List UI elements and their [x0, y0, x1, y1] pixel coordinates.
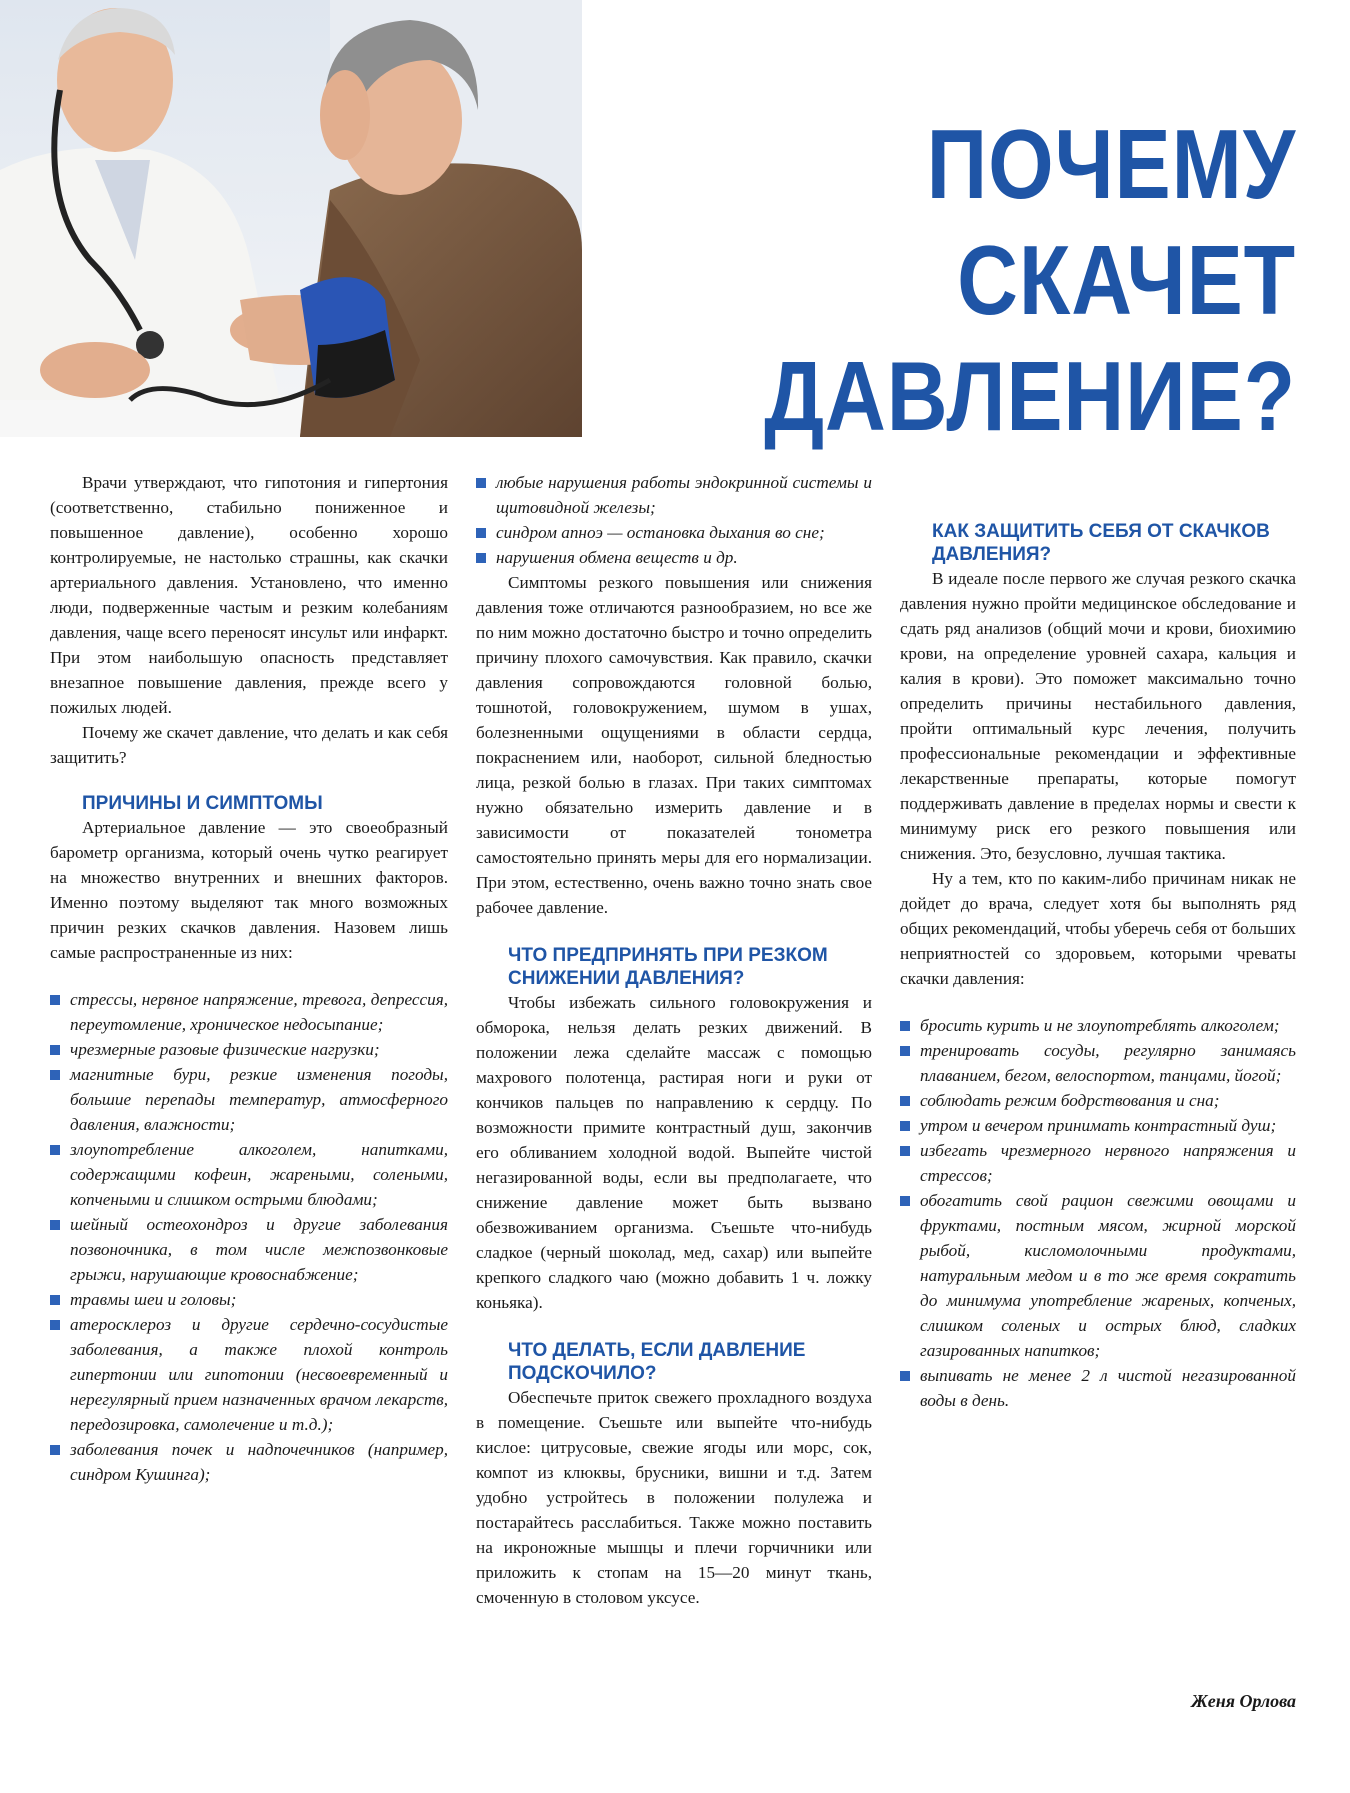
- symptoms-paragraph: Симптомы резкого повышения или снижения давления тоже отличаются разнообразием, но все же по ним можно достаточно быстро и точно определить причину плохого самочувствия. Как правило, скачки давления сопровождаются головной болью, тошнотой, головокружением, шумом в ушах, болезненными ощущениями в области сердца, покраснением или, наоборот, сильной бледностью лица, резкой болью в глазах. При таких симптомах нужно обязательно измерить давление и в зависимости от показателей тонометра самостоятельно принять меры для его нормализации. При этом, естественно, очень важно точно знать свое рабочее давление.: [476, 573, 872, 917]
- bullet-square-icon: [476, 553, 486, 563]
- column-2: [476, 470, 872, 1610]
- list-item: любые нарушения работы эндокринной системы и щитовидной железы;: [476, 470, 872, 520]
- column-3: [900, 520, 1296, 1413]
- bullet-square-icon: [900, 1146, 910, 1156]
- bullet-square-icon: [900, 1096, 910, 1106]
- headline-line-2: ДАВЛЕНИЕ?: [764, 341, 1296, 451]
- list-item: синдром апноэ — остановка дыхания во сне;: [476, 520, 872, 545]
- bullet-square-icon: [50, 1445, 60, 1455]
- author-signature: Женя Орлова: [1191, 1691, 1296, 1711]
- headline-line-1: ПОЧЕМУ СКАЧЕТ: [926, 109, 1296, 335]
- list-item: бросить курить и не злоупотреблять алкоголем;: [900, 1013, 1296, 1038]
- list-item: травмы шеи и головы;: [50, 1287, 448, 1312]
- bullet-square-icon: [50, 995, 60, 1005]
- protect-heading: КАК ЗАЩИТИТЬ СЕБЯ ОТ СКАЧКОВ ДАВЛЕНИЯ?: [932, 521, 1270, 565]
- list-item: утром и вечером принимать контрастный душ;: [900, 1113, 1296, 1138]
- bullet-square-icon: [50, 1045, 60, 1055]
- bullet-square-icon: [50, 1295, 60, 1305]
- list-item: злоупотребление алкоголем, напитками, содержащими кофеин, жареными, солеными, копчеными и слишком острыми блюдами;: [50, 1137, 448, 1212]
- list-item: избегать чрезмерного нервного напряжения и стрессов;: [900, 1138, 1296, 1188]
- list-item: магнитные бури, резкие изменения погоды, большие перепады температур, атмосферного давления, влажности;: [50, 1062, 448, 1137]
- low-pressure-paragraph: Чтобы избежать сильного головокружения и обморока, нельзя делать резких движений. В положении лежа сделайте массаж с помощью махрового полотенца, растирая ноги и руки от кончиков пальцев по направлению к сердцу. По возможности примите контрастный душ, закончив его обливанием холодной водой. Выпейте чистой негазированной воды, если вы предполагаете, что снижение давление может быть вызвано обезвоживанием организма. Съешьте что-нибудь сладкое (черный шоколад, мед, сахар) или выпейте крепкого сладкого чаю (можно добавить 1 ч. ложку коньяка).: [476, 993, 872, 1312]
- list-item: тренировать сосуды, регулярно занимаясь плаванием, бегом, велоспортом, танцами, йогой;: [900, 1038, 1296, 1088]
- bullet-square-icon: [50, 1220, 60, 1230]
- bullet-square-icon: [900, 1046, 910, 1056]
- list-item: нарушения обмена веществ и др.: [476, 545, 872, 570]
- causes-heading: ПРИЧИНЫ И СИМПТОМЫ: [82, 793, 323, 814]
- list-item: чрезмерные разовые физические нагрузки;: [50, 1037, 448, 1062]
- bullet-square-icon: [50, 1070, 60, 1080]
- bullet-square-icon: [900, 1121, 910, 1131]
- bullet-square-icon: [900, 1371, 910, 1381]
- intro-paragraph: Врачи утверждают, что гипотония и гипертония (соответственно, стабильно пониженное и повышенное давление), особенно хорошо контролируемые, не настолько страшны, как скачки артериального давления. Установлено, что именно люди, подверженные частым и резким колебаниям давления, чаще всего переносят инсульт или инфаркт. При этом наибольшую опасность представляет внезапное повышение давления, прежде всего у пожилых людей.: [50, 473, 448, 717]
- high-pressure-paragraph: Обеспечьте приток свежего прохладного воздуха в помещение. Съешьте или выпейте что-нибудь кислое: цитрусовые, свежие ягоды или морс, сок, компот из клюквы, брусники, вишни и т.д. Затем удобно устройтесь в положении полулежа и постарайтесь расслабиться. Также можно поставить на икроножные мышцы и плечи горчичники или приложить к стопам на 15—20 минут ткань, смоченную в столовом уксусе.: [476, 1388, 872, 1607]
- bullet-square-icon: [900, 1021, 910, 1031]
- protect-list: [900, 1013, 1296, 1413]
- low-pressure-heading: ЧТО ПРЕДПРИНЯТЬ ПРИ РЕЗКОМ СНИЖЕНИИ ДАВЛЕНИЯ?: [508, 945, 828, 989]
- intro-question: Почему же скачет давление, что делать и как себя защитить?: [50, 723, 448, 767]
- bullet-square-icon: [476, 528, 486, 538]
- causes-list: [50, 987, 448, 1487]
- bullet-square-icon: [50, 1320, 60, 1330]
- list-item: выпивать не менее 2 л чистой негазированной воды в день.: [900, 1363, 1296, 1413]
- list-item: соблюдать режим бодрствования и сна;: [900, 1088, 1296, 1113]
- protect-paragraph-2: Ну а тем, кто по каким-либо причинам никак не дойдет до врача, следует хотя бы выполнять ряд общих рекомендаций, чтобы уберечь себя от больших неприятностей со здоровьем, которыми чреваты скачки давления:: [900, 869, 1296, 988]
- list-item: заболевания почек и надпочечников (например, синдром Кушинга);: [50, 1437, 448, 1487]
- list-item: стрессы, нервное напряжение, тревога, депрессия, переутомление, хроническое недосыпание;: [50, 987, 448, 1037]
- causes-paragraph: Артериальное давление — это своеобразный барометр организма, который очень чутко реагирует на множество внутренних и внешних факторов. Именно поэтому выделяют так много возможных причин резких скачков давления. Назовем лишь самые распространенные из них:: [50, 818, 448, 962]
- bullet-square-icon: [900, 1196, 910, 1206]
- list-item: шейный остеохондроз и другие заболевания позвоночника, в том числе межпозвонковые грыжи, нарушающие кровоснабжение;: [50, 1212, 448, 1287]
- protect-paragraph-1: В идеале после первого же случая резкого скачка давления нужно пройти медицинское обследование и сдать ряд анализов (общий мочи и крови, биохимию крови, на определение уровней сахара, кальция и калия в крови). Это поможет максимально точно определить причины нестабильного давления, пройти оптимальный курс лечения, получить профессиональные рекомендации и эффективные лекарственные препараты, которые помогут поддерживать давление в пределах нормы и свести к минимуму риск его резкого повышения или снижения. Это, безусловно, лучшая тактика.: [900, 569, 1296, 863]
- article-photo: [0, 0, 582, 437]
- list-item: обогатить свой рацион свежими овощами и фруктами, постным мясом, жирной морской рыбой, кисломолочными продуктами, натуральным медом и в то же время сократить до минимума употребление жареных, копченых, слишком соленых и острых блюд, сладких газированных напитков;: [900, 1188, 1296, 1363]
- causes-list-continued: [476, 470, 872, 570]
- high-pressure-heading: ЧТО ДЕЛАТЬ, ЕСЛИ ДАВЛЕНИЕ ПОДСКОЧИЛО?: [508, 1340, 806, 1384]
- bullet-square-icon: [50, 1145, 60, 1155]
- list-item: атеросклероз и другие сердечно-сосудистые заболевания, а также плохой контроль гипертонии или гипотонии (несвоевременный и нерегулярный прием назначенных врачом лекарств, передозировка, самолечение и т.д.);: [50, 1312, 448, 1437]
- bullet-square-icon: [476, 478, 486, 488]
- column-1: [50, 470, 448, 1487]
- article-headline: [596, 106, 1296, 454]
